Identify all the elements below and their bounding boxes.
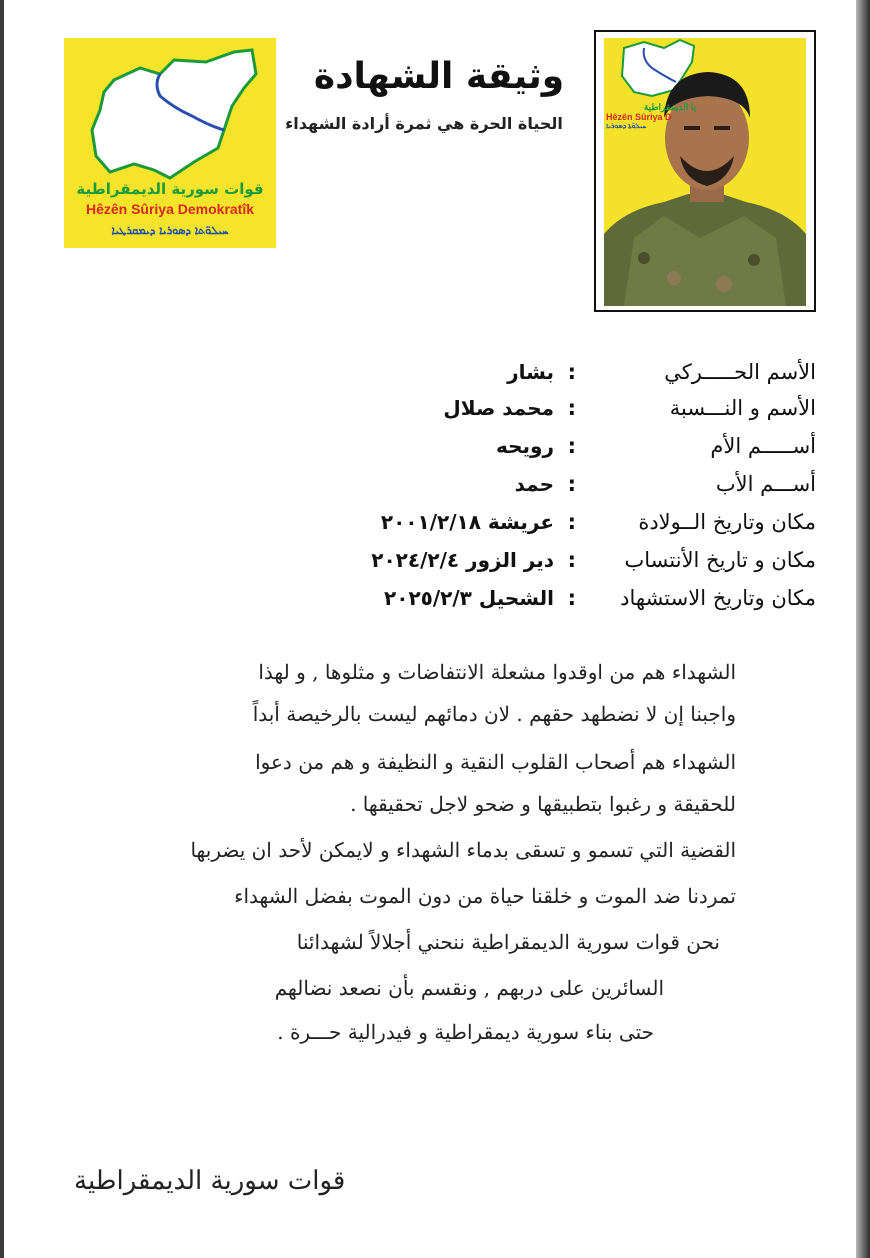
photo-brand-overlay bbox=[606, 102, 696, 132]
logo-syriac-text: ܚܝܠܘ̈ܬܐ ܕܣܘܪܝܐ ܕܝܡܩܪܛܝܐ bbox=[111, 224, 229, 237]
paragraph-line: حتى بناء سورية ديمقراطية و فيدرالية حـــرة . bbox=[277, 1020, 654, 1044]
portrait-background bbox=[604, 38, 806, 306]
paragraph-line: الشهداء هم من اوقدوا مشعلة الانتفاضات و مثلوها , و لهذا bbox=[258, 660, 736, 684]
info-row-father-name bbox=[304, 472, 816, 508]
syria-map-icon bbox=[74, 44, 266, 184]
document-title: وثيقة الشهادة bbox=[313, 56, 565, 97]
sdf-logo bbox=[64, 38, 276, 248]
paragraph-line: القضية التي تسمو و تسقى بدماء الشهداء و لايمكن لأحد ان يضربها bbox=[190, 838, 736, 862]
info-value: عريشة ٢٠٠١/٢/١٨ bbox=[380, 510, 554, 534]
logo-arabic-text: قوات سورية الديمقراطية bbox=[76, 180, 264, 198]
info-label: أســـم الأب bbox=[715, 472, 816, 496]
info-colon: : bbox=[567, 360, 576, 384]
signature: قوات سورية الديمقراطية bbox=[74, 1166, 346, 1196]
info-row-full-name bbox=[304, 396, 816, 432]
info-label: الأسم و النـــسبة bbox=[669, 396, 816, 420]
portrait-photo bbox=[594, 30, 816, 312]
info-row-nickname bbox=[304, 360, 816, 396]
info-row-enlistment bbox=[304, 548, 816, 584]
info-value: محمد صلال bbox=[443, 396, 554, 420]
photo-brand-syriac: ܚܝܠܘ̈ܬܐ ܕܣܘܪܝܐ bbox=[606, 123, 647, 130]
info-colon: : bbox=[567, 548, 576, 572]
page-edge-shadow bbox=[856, 0, 870, 1258]
info-label: مكان وتاريخ الــولادة bbox=[638, 510, 816, 534]
photo-brand-arabic: يا الديمقراطية bbox=[643, 102, 696, 112]
paragraph-line: تمردنا ضد الموت و خلقنا حياة من دون الموت بفضل الشهداء bbox=[234, 884, 736, 908]
info-label: الأسم الحـــــركي bbox=[664, 360, 816, 384]
info-value: دير الزور ٢٠٢٤/٢/٤ bbox=[371, 548, 554, 572]
info-row-birth bbox=[304, 510, 816, 546]
info-label: مكان و تاريخ الأنتساب bbox=[624, 548, 816, 572]
document-page bbox=[4, 0, 856, 1258]
info-value: الشحيل ٢٠٢٥/٢/٣ bbox=[384, 586, 554, 610]
info-colon: : bbox=[567, 434, 576, 458]
info-row-mother-name bbox=[304, 434, 816, 470]
info-row-martyrdom bbox=[304, 586, 816, 622]
paragraph-line: السائرين على دربهم , ونقسم بأن نصعد نضالهم bbox=[274, 976, 664, 1000]
info-colon: : bbox=[567, 586, 576, 610]
paragraph-line: الشهداء هم أصحاب القلوب النقية و النظيفة و هم من دعوا bbox=[255, 750, 736, 774]
info-value: رويحه bbox=[496, 434, 554, 458]
document-subtitle: الحياة الحرة هي ثمرة أرادة الشهداء bbox=[285, 114, 563, 133]
portrait-figure-icon bbox=[604, 38, 806, 306]
info-value: بشار bbox=[507, 360, 554, 384]
info-colon: : bbox=[567, 472, 576, 496]
paragraph-line: للحقيقة و رغبوا بتطبيقها و ضحو لاجل تحقيقها . bbox=[350, 792, 736, 816]
info-colon: : bbox=[567, 510, 576, 534]
paragraph-line: واجبنا إن لا نضطهد حقهم . لان دمائهم ليست بالرخيصة أبداً bbox=[252, 702, 736, 726]
info-label: أســـــم الأم bbox=[710, 434, 816, 458]
info-value: حمد bbox=[514, 472, 554, 496]
logo-kurdish-text: Hêzên Sûriya Demokratîk bbox=[85, 201, 255, 217]
info-label: مكان وتاريخ الاستشهاد bbox=[620, 586, 816, 610]
info-colon: : bbox=[567, 396, 576, 420]
photo-brand-kurdish: Hêzên Sûriya D bbox=[606, 112, 672, 122]
paragraph-line: نحن قوات سورية الديمقراطية ننحني أجلالاً لشهدائنا bbox=[296, 930, 720, 954]
